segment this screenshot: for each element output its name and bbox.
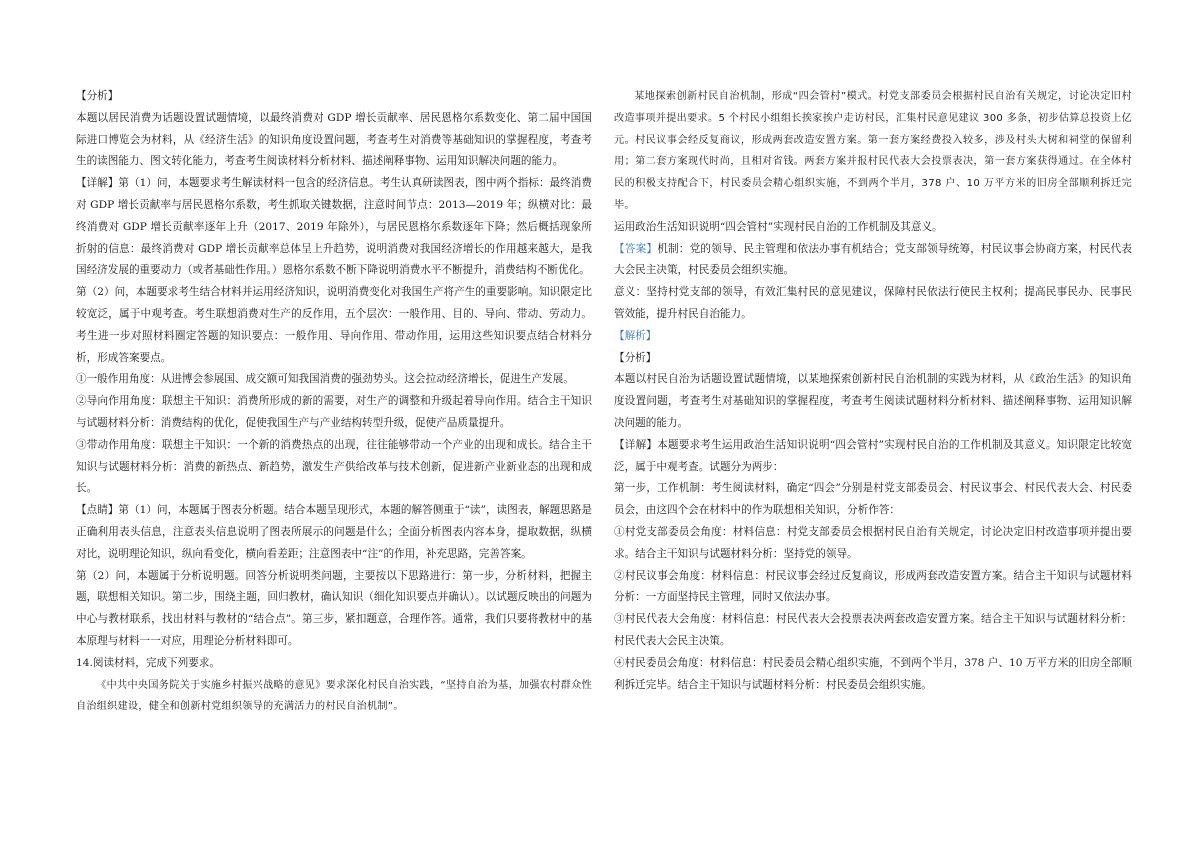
point-general: ①一般作用角度：从进博会参展国、成交额可知我国消费的强劲势头。这会拉动经济增长，促进生产发展。 (76, 373, 574, 386)
point-deliberation-council: ②村民议事会角度：材料信息：村民议事会经过反复商议，形成两套改造安置方案。结合主干知识与试题材料分析：一方面坚持民主管理，同时又依法办事。 (614, 569, 1132, 604)
point-party-committee: ①村党支部委员会角度：材料信息：村党支部委员会根据村民自治有关规定，讨论决定旧村改造事项并提出要求。结合主干知识与试题材料分析：坚持党的领导。 (614, 525, 1132, 560)
tips-paragraph: 【点睛】第（1）问，本题属于图表分析题。结合本题呈现形式，本题的解答侧重于“读”，读图表，解题思路是正确利用表头信息，注意表头信息说明了图表所展示的问题是什么；全面分析图表内容本身，提取数据，纵横对比，说明理论知识，纵向看变化，横向看差距；注意图表中“注”的作用，补充思路，完善答案。 (76, 504, 592, 560)
point-village-committee: ④村民委员会角度：材料信息：村民委员会精心组织实施，不到两个半月，378 户、10 万平方米的旧房全部顺利拆迁完毕。结合主干知识与试题材料分析：村民委员会组织实施。 (614, 656, 1132, 691)
question-14-material: 《中共中央国务院关于实施乡村振兴战略的意见》要求深化村民自治实践，“坚持自治为基，加强农村群众性自治组织建设，健全和创新村党组织领导的充满活力的村民自治机制”。 (76, 679, 592, 713)
answer-mechanism-paragraph (614, 239, 1132, 283)
point-representative-assembly: ③村民代表大会角度：材料信息：村民代表大会投票表决两套改造安置方案。结合主干知识与试题材料分析：村民代表大会民主决策。 (614, 613, 1132, 647)
question-2-paragraph: 第（2）问，本题要求考生结合材料并运用经济知识，说明消费变化对我国生产将产生的重要影响。知识限定比较宽泛，属于中观考查。考生联想消费对生产的反作用，五个层次：一般作用、目的、导向、带动、劳动力。考生进一步对照材料圈定答题的知识要点：一般作用、导向作用、带动作用，运用这些知识要点结合材料分析，形成答案要点。 (76, 286, 592, 364)
answer-tag: 【答案】 (614, 242, 658, 255)
detail-paragraph-right: 【详解】本题要求考生运用政治生活知识说明“四会管村”实现村民自治的工作机制及其意义。知识限定比较宽泛，属于中观考查。试题分为两步： (614, 438, 1132, 473)
question-prompt: 运用政治生活知识说明“四会管村”实现村民自治的工作机制及其意义。 (614, 220, 943, 233)
point-guidance: ②导向作用角度：联想主干知识：消费所形成的新的需要，对生产的调整和升级起着导向作用。结合主干知识与试题材料分析：消费结构的优化，促使我国生产与产业结构转型升级，促使产品质量提升。 (76, 395, 592, 429)
analysis-heading: 【分析】 (76, 90, 119, 102)
answer-meaning-paragraph: 意义：坚持村党支部的领导，有效汇集村民的意见建议，保障村民依法行使民主权利；提高民事民办、民事民管效能，提升村民自治能力。 (614, 286, 1132, 320)
detail-paragraph: 【详解】第（1）问，本题要求考生解读材料一包含的经济信息。考生认真研读图表，图中两个指标：最终消费对 GDP 增长贡献率与居民恩格尔系数，考生抓取关键数据，注意时间节点：2013—2019 年；纵横对比：最终消费对 GDP 增长贡献率逐年上升（2017、2019 年除外），与居民恩格尔系数逐年下降；然后概括现象所折射的信息：最终消费对 GDP 增长贡献率总体呈上升趋势，说明消费对我国经济增长的作用越来越大，是我国经济发展的重要动力（或者基础性作用。）恩格尔系数不断下降说明消费水平不断提升，消费结构不断优化。 (76, 177, 592, 277)
left-column (76, 86, 592, 718)
tips-question-2-paragraph: 第（2）问，本题属于分析说明题。回答分析说明类问题，主要按以下思路进行：第一步，分析材料，把握主题，联想相关知识。第二步，围绕主题，回归教材，确认知识（细化知识要点并确认）。以试题反映出的问题为中心与教材联系，找出材料与教材的“结合点”。第三步，紧扣题意，合理作答。通常，我们只要将教材中的基本原理与材料一一对应，用理论分析材料即可。 (76, 569, 592, 647)
step-1-paragraph: 第一步，工作机制：考生阅读材料，确定“四会”分别是村党支部委员会、村民议事会、村民代表大会、村民委员会，由这四个会在材料中的作为联想相关知识，分析作答： (614, 482, 1132, 517)
village-material-paragraph: 某地探索创新村民自治机制，形成“四会管村”模式。村党支部委员会根据村民自治有关规定，讨论决定旧村改造事项并提出要求。5 个村民小组组长挨家挨户走访村民，汇集村民意见建议 300 多条，初步估算总投资上亿元。村民议事会经反复商议，形成两套改造安置方案。第一套方案经费投入较多，涉及村头大树和祠堂的保留利用；第二套方案现代时尚，且相对省钱。两套方案并报村民代表大会投票表决，第一套方案获得通过。在全体村民的积极支持配合下，村民委员会精心组织实施，不到两个半月，378 户、10 万平方米的旧房全部顺利拆迁完毕。 (614, 91, 1132, 211)
analysis-heading-right: 【分析】 (614, 351, 657, 364)
point-driving: ③带动作用角度：联想主干知识：一个新的消费热点的出现，往往能够带动一个产业的出现和成长。结合主干知识与试题材料分析：消费的新热点、新趋势，激发生产供给改革与技术创新，促进新产业新业态的出现和成长。 (76, 438, 592, 495)
analysis-paragraph-right: 本题以村民自治为话题设置试题情境，以某地探索创新村民自治机制的实践为材料，从《政治生活》的知识角度设置问题，考查考生对基础知识的掌握程度，考查考生阅读试题材料分析材料、描述阐释事物、运用知识解决问题的能力。 (614, 373, 1132, 429)
question-14-heading: 14.阅读材料，完成下列要求。 (76, 656, 220, 669)
explanation-tag: 【解析】 (614, 329, 657, 342)
answer-mechanism-text: 机制：党的领导、民主管理和依法办事有机结合；党支部领导统筹，村民议事会协商方案，村民代表大会民主决策，村民委员会组织实施。 (614, 242, 1132, 277)
right-column (614, 86, 1132, 696)
analysis-paragraph: 本题以居民消费为话题设置试题情境，以最终消费对 GDP 增长贡献率、居民恩格尔系数变化、第二届中国国际进口博览会为材料，从《经济生活》的知识角度设置问题，考查考生对消费等基础知识的掌握程度，考查考生的读图能力、图文转化能力，考查考生阅读材料分析材料、描述阐释事物、运用知识解决问题的能力。 (76, 111, 592, 168)
